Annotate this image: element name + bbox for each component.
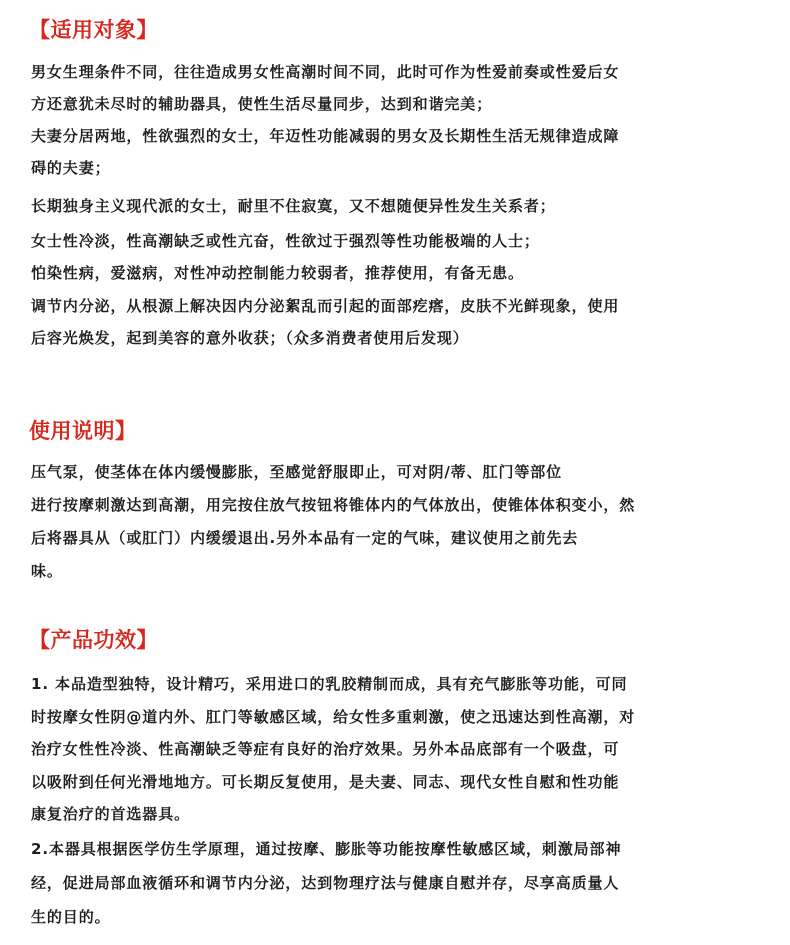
paragraph-line: 时按摩女性阴@道内外、肛门等敏感区域，给女性多重刺激，使之迅速达到性高潮，对 xyxy=(31,708,636,726)
section-heading: 【产品功效】 xyxy=(29,628,158,652)
paragraph-line: 2.本器具根据医学仿生学原理，通过按摩、膨胀等功能按摩性敏感区域，刺激局部神 xyxy=(31,840,622,858)
paragraph-line: 味。 xyxy=(31,562,63,580)
paragraph-line: 长期独身主义现代派的女士，耐里不住寂寞，又不想随便异性发生关系者； xyxy=(31,197,556,215)
paragraph-line: 男女生理条件不同，往往造成男女性高潮时间不同，此时可作为性爱前奏或性爱后女 xyxy=(31,63,620,81)
paragraph-line: 治疗女性性冷淡、性高潮缺乏等症有良好的治疗效果。另外本品底部有一个吸盘，可 xyxy=(31,740,620,758)
paragraph-line: 压气泵，使茎体在体内缓慢膨胀，至感觉舒服即止，可对阴/蒂、肛门等部位 xyxy=(31,463,563,481)
section-heading: 【适用对象】 xyxy=(29,18,158,42)
paragraph-line: 生的目的。 xyxy=(31,908,111,926)
paragraph-line: 以吸附到任何光滑地地方。可长期反复使用，是夫妻、同志、现代女性自慰和性功能 xyxy=(31,773,620,791)
paragraph-line: 夫妻分居两地，性欲强烈的女士，年迈性功能减弱的男女及长期性生活无规律造成障 xyxy=(31,127,620,145)
paragraph-line: 女士性冷淡，性高潮缺乏或性亢奋，性欲过于强烈等性功能极端的人士； xyxy=(31,232,540,250)
paragraph-line: 调节内分泌，从根源上解决因内分泌絮乱而引起的面部疙瘩，皮肤不光鲜现象，使用 xyxy=(31,297,620,315)
paragraph-line: 进行按摩刺激达到高潮，用完按住放气按钮将锥体内的气体放出，使锥体体积变小，然 xyxy=(31,496,636,514)
paragraph-line: 怕染性病，爱滋病，对性冲动控制能力较弱者，推荐使用，有备无患。 xyxy=(31,264,524,282)
paragraph-line: 后将器具从（或肛门）内缓缓退出.另外本品有一定的气味，建议使用之前先去 xyxy=(31,529,579,547)
paragraph-line: 1. 本品造型独特，设计精巧，采用进口的乳胶精制而成，具有充气膨胀等功能，可同 xyxy=(31,675,628,693)
paragraph-line: 方还意犹未尽时的辅助器具，使性生活尽量同步，达到和谐完美； xyxy=(31,95,493,113)
paragraph-line: 碍的夫妻； xyxy=(31,159,111,177)
section-heading: 使用说明】 xyxy=(29,419,137,443)
paragraph-line: 康复治疗的首选器具。 xyxy=(31,805,191,823)
paragraph-line: 后容光焕发，起到美容的意外收获；（众多消费者使用后发现） xyxy=(31,329,469,347)
paragraph-line: 经，促进局部血液循环和调节内分泌，达到物理疗法与健康自慰并存，尽享高质量人 xyxy=(31,874,620,892)
